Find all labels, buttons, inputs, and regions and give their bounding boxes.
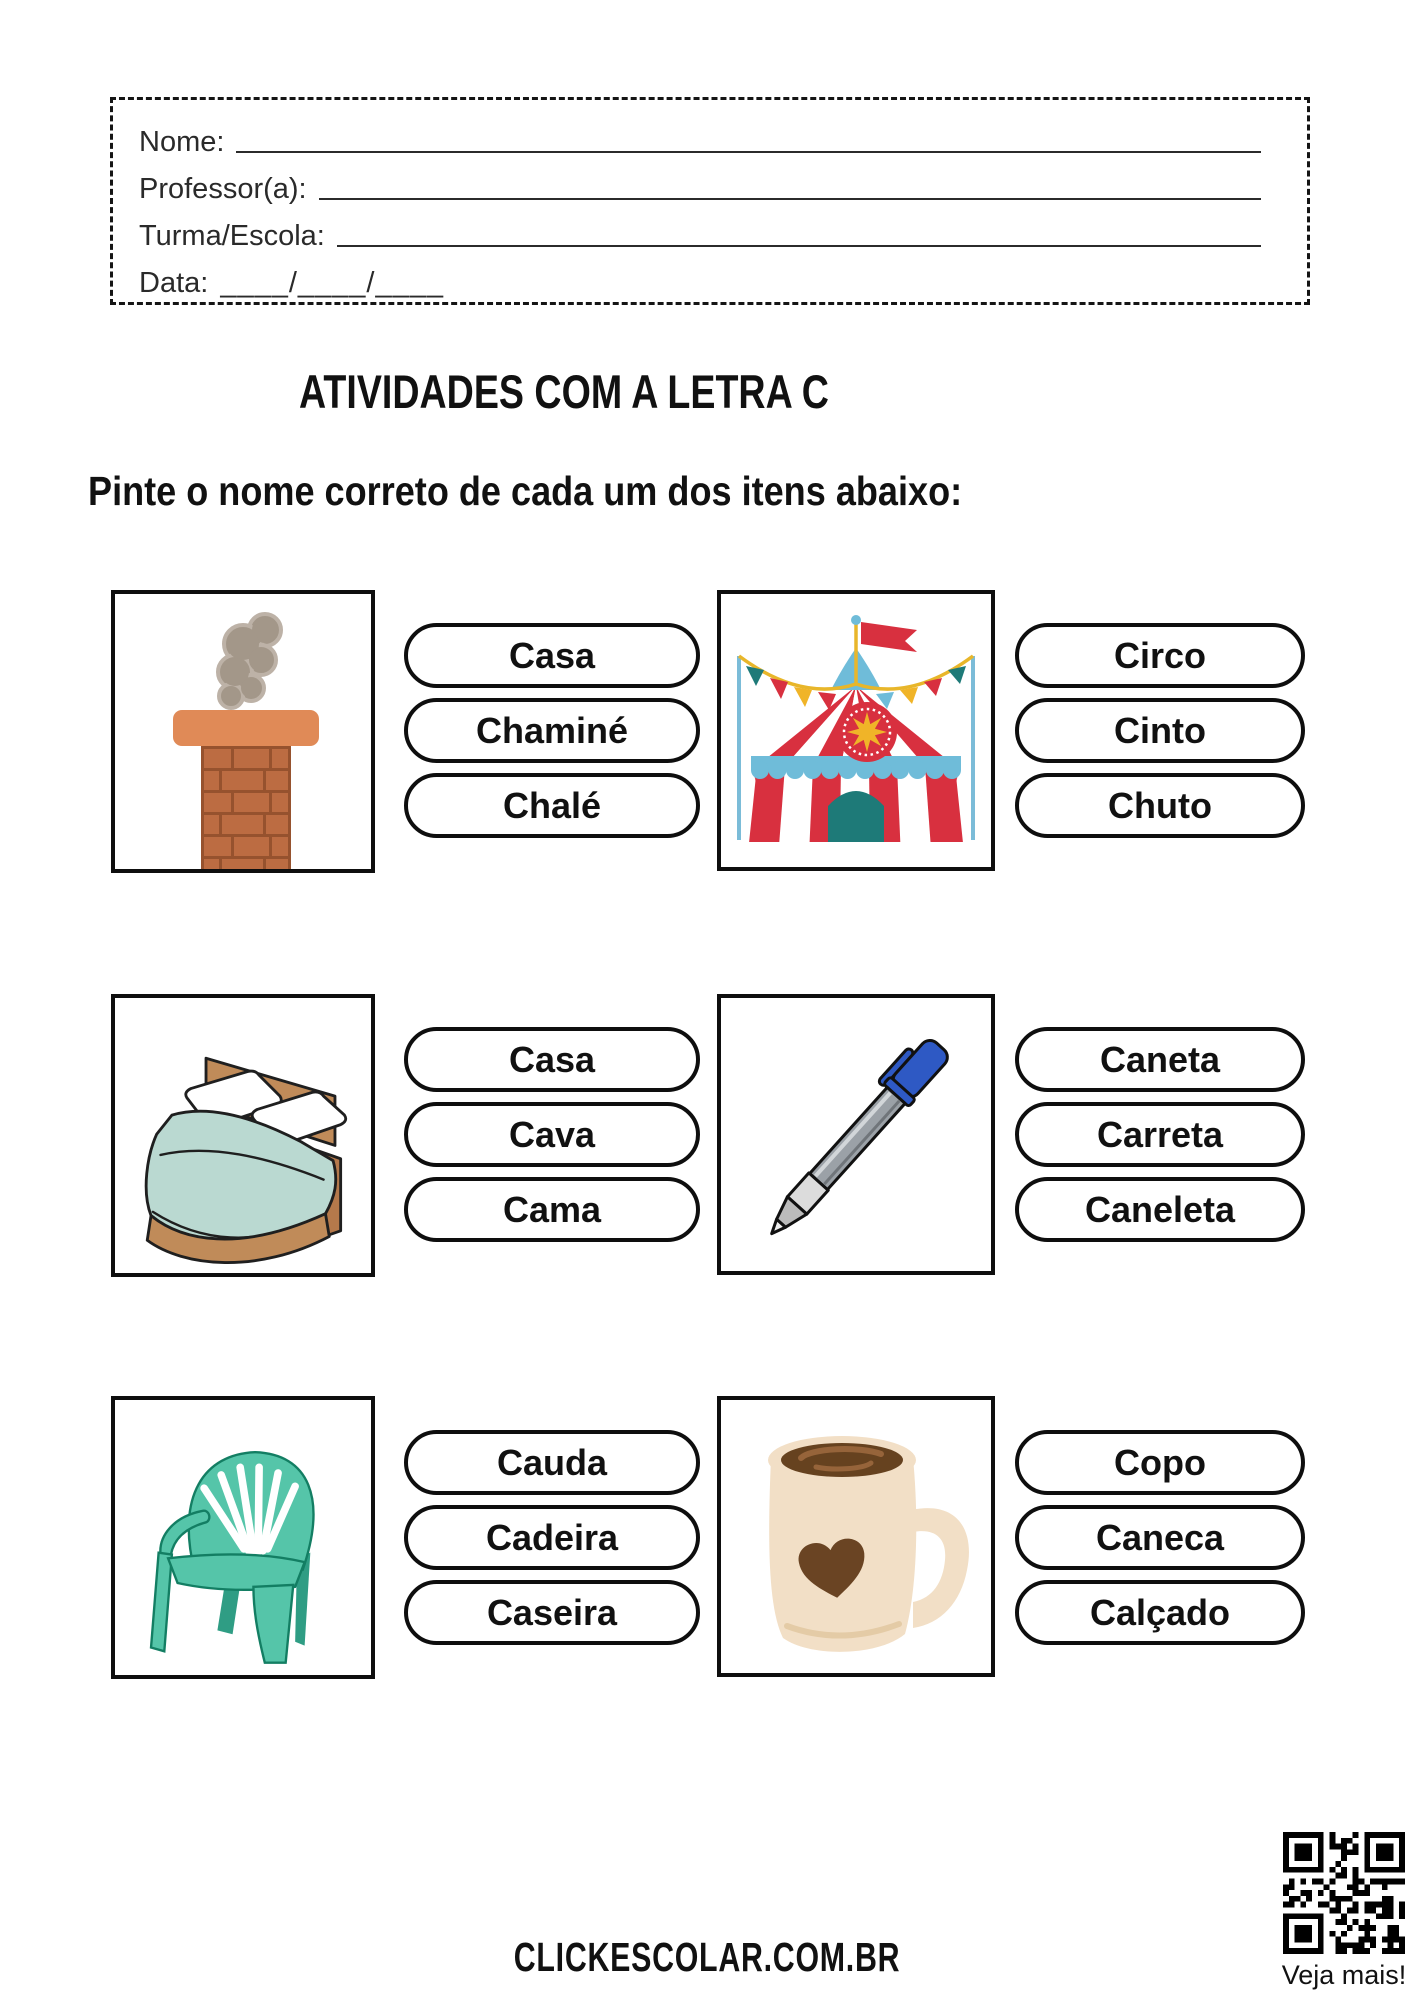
chimney-image-box <box>111 590 375 873</box>
page-title: ATIVIDADES COM A LETRA C <box>299 365 829 418</box>
student-info-form <box>110 97 1310 305</box>
pen-illustration <box>721 998 991 1271</box>
option-pill[interactable]: Caneca <box>1015 1505 1305 1570</box>
option-pill[interactable]: Casa <box>404 1027 700 1092</box>
mug-image-box <box>717 1396 995 1677</box>
bed-illustration <box>115 998 371 1273</box>
instruction-text: Pinte o nome correto de cada um dos itens abaixo: <box>88 468 963 514</box>
pen-image-box <box>717 994 995 1275</box>
qr-caption: Veja mais! <box>1281 1960 1407 1990</box>
option-pill[interactable]: Calçado <box>1015 1580 1305 1645</box>
form-row-data <box>139 253 1261 300</box>
website-url: CLICKESCOLAR.COM.BR <box>513 1934 901 1980</box>
professor-label: Professor(a): <box>139 173 307 205</box>
form-row-turma-escola <box>139 206 1261 253</box>
option-pill[interactable]: Chuto <box>1015 773 1305 838</box>
option-pill[interactable]: Caseira <box>404 1580 700 1645</box>
option-pill[interactable]: Circo <box>1015 623 1305 688</box>
option-pill[interactable]: Cauda <box>404 1430 700 1495</box>
qr-code <box>1283 1832 1405 1954</box>
circus-image-box <box>717 590 995 871</box>
option-pill[interactable]: Chaminé <box>404 698 700 763</box>
nome-label: Nome: <box>139 126 225 158</box>
turma-escola-label: Turma/Escola: <box>139 220 325 252</box>
option-pill[interactable]: Caneleta <box>1015 1177 1305 1242</box>
mug-illustration <box>721 1400 991 1673</box>
option-pill[interactable]: Chalé <box>404 773 700 838</box>
data-blank-line[interactable]: ____/____/____ <box>220 267 444 299</box>
option-pill[interactable]: Carreta <box>1015 1102 1305 1167</box>
chair-illustration <box>115 1400 371 1675</box>
option-pill[interactable]: Copo <box>1015 1430 1305 1495</box>
circus-tent-illustration <box>721 594 991 867</box>
option-pill[interactable]: Cama <box>404 1177 700 1242</box>
form-row-nome <box>139 112 1261 159</box>
chimney-illustration <box>115 594 371 869</box>
option-pill[interactable]: Casa <box>404 623 700 688</box>
option-pill[interactable]: Cadeira <box>404 1505 700 1570</box>
nome-blank-line[interactable] <box>236 151 1261 153</box>
option-pill[interactable]: Cinto <box>1015 698 1305 763</box>
data-label: Data: <box>139 267 209 299</box>
option-pill[interactable]: Cava <box>404 1102 700 1167</box>
professor-blank-line[interactable] <box>319 198 1261 200</box>
bed-image-box <box>111 994 375 1277</box>
form-row-professor <box>139 159 1261 206</box>
turma-escola-blank-line[interactable] <box>337 245 1261 247</box>
chair-image-box <box>111 1396 375 1679</box>
option-pill[interactable]: Caneta <box>1015 1027 1305 1092</box>
